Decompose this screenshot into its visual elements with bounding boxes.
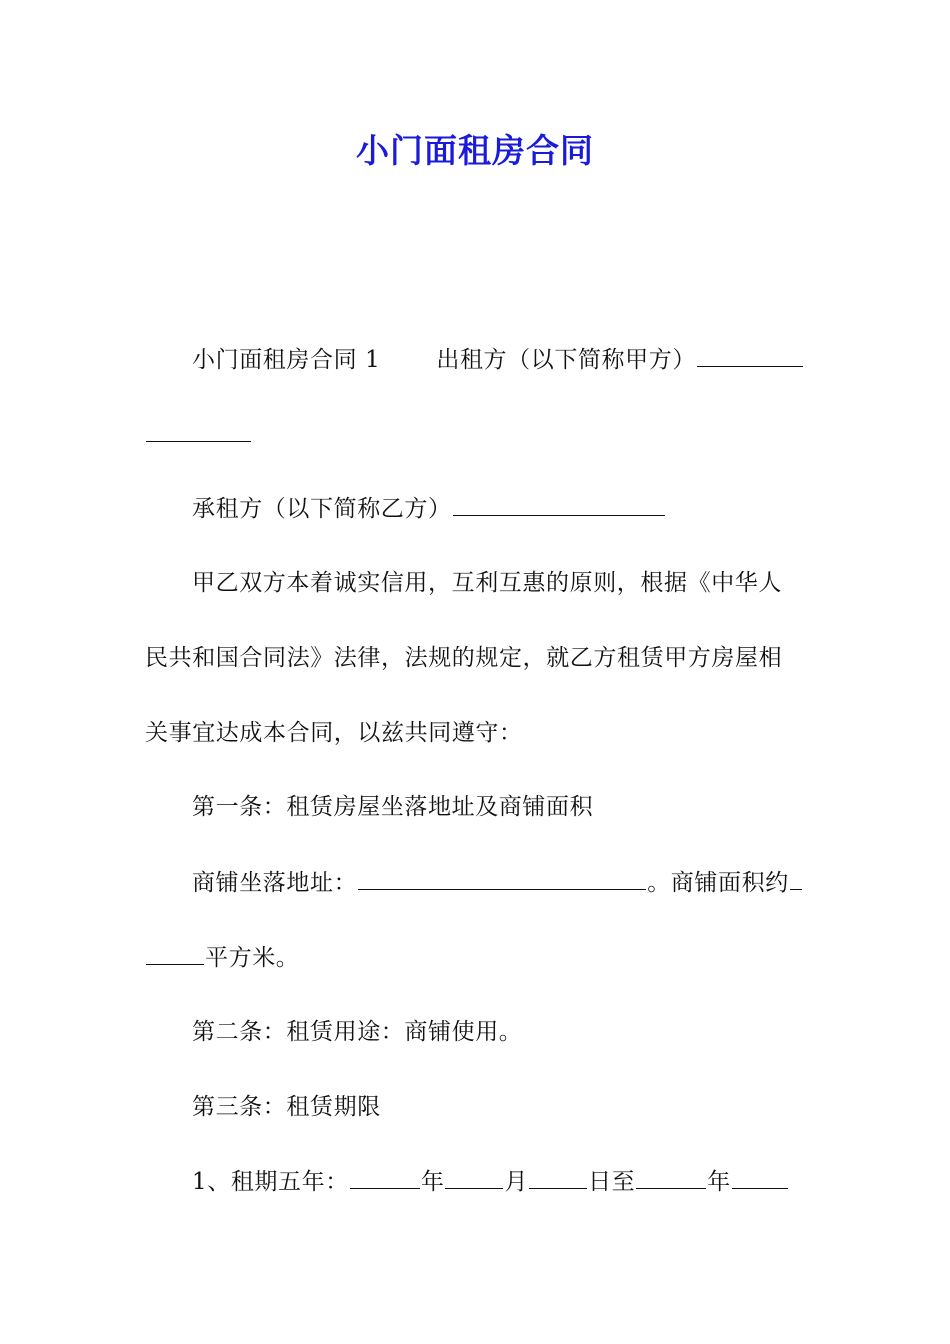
lessee-label: 承租方（以下简称乙方） <box>192 496 452 522</box>
year-text: 年 <box>420 1169 445 1195</box>
end-year-blank <box>636 1165 706 1189</box>
lessor-blank <box>697 343 803 367</box>
shop-area-label: 。商铺面积约 <box>647 870 789 896</box>
paragraph-line-2 <box>145 418 252 451</box>
year-text-2: 年 <box>707 1169 731 1195</box>
document-title: 小门面租房合同 <box>356 131 594 170</box>
paragraph-line-1 <box>192 343 804 376</box>
end-month-blank <box>732 1165 788 1189</box>
paragraph-line-9 <box>145 941 299 974</box>
paragraph-line-5: 民共和国合同法》法律，法规的规定，就乙方租赁甲方房屋相 <box>145 645 783 671</box>
start-day-blank <box>529 1165 587 1189</box>
paragraph-line-6: 关事宜达成本合同，以兹共同遵守： <box>145 720 523 746</box>
start-year-blank <box>350 1165 420 1189</box>
shop-area-blank <box>790 866 802 890</box>
lessee-blank <box>453 492 665 516</box>
start-month-blank <box>445 1165 503 1189</box>
paragraph-line-3 <box>192 492 666 525</box>
lease-term-label: 1、租期五年： <box>192 1169 349 1195</box>
paragraph-line-8 <box>192 866 803 899</box>
contract-heading-text: 小门面租房合同 1 <box>192 347 381 373</box>
article-2-heading: 第二条：租赁用途：商铺使用。 <box>192 1019 523 1045</box>
article-1-heading: 第一条：租赁房屋坐落地址及商铺面积 <box>192 794 594 820</box>
lessor-label: 出租方（以下简称甲方） <box>436 347 696 373</box>
lessor-blank-continued <box>146 418 251 442</box>
month-text: 月 <box>504 1169 529 1195</box>
paragraph-line-4: 甲乙双方本着诚实信用，互利互惠的原则，根据《中华人 <box>192 570 782 596</box>
paragraph-line-12 <box>192 1165 789 1198</box>
square-meter-text: 平方米。 <box>205 945 300 971</box>
shop-address-label: 商铺坐落地址： <box>192 870 358 896</box>
shop-area-blank-continued <box>146 941 204 965</box>
shop-address-blank <box>358 866 646 890</box>
article-3-heading: 第三条：租赁期限 <box>192 1094 381 1120</box>
day-to-text: 日至 <box>588 1169 636 1195</box>
